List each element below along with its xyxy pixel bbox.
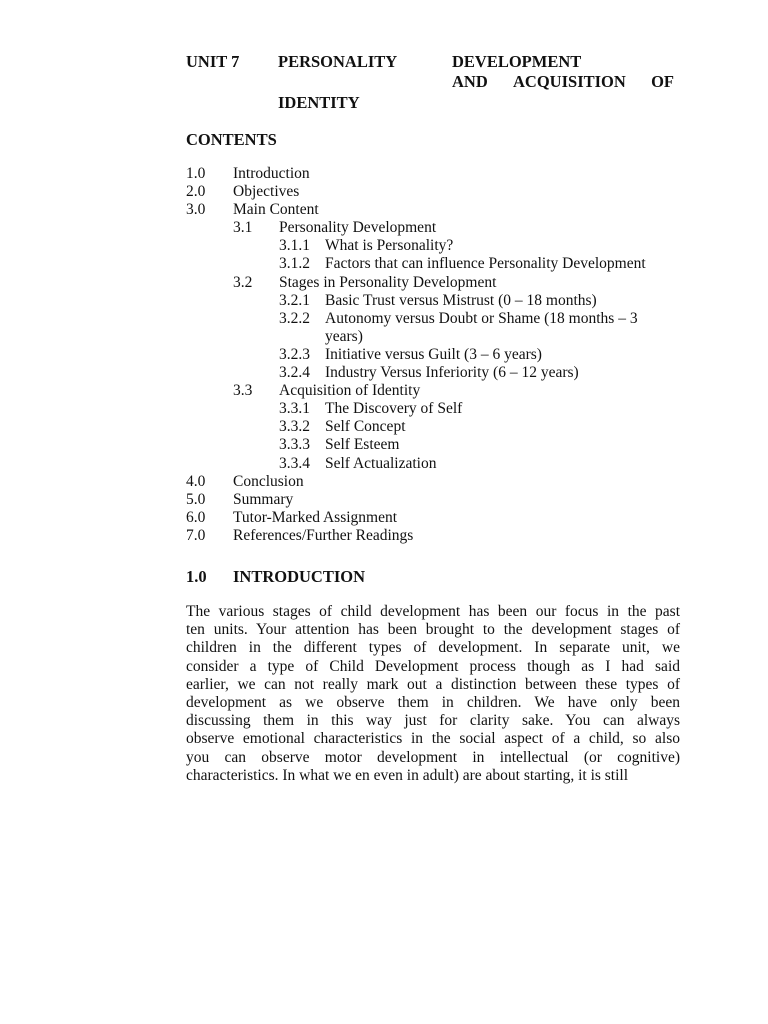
toc-item-number: 3.3.3 (279, 436, 310, 454)
toc-item-label: Objectives (233, 183, 300, 201)
toc-item-number: 3.2.4 (279, 364, 310, 382)
toc-item-label: Industry Versus Inferiority (6 – 12 years) (325, 364, 579, 382)
toc-item-label: Main Content (233, 201, 319, 219)
paragraph-line: observe emotional characteristics in the social aspect of a child, so also (186, 730, 680, 748)
toc-item-label: Tutor-Marked Assignment (233, 508, 398, 526)
paragraph-line: consider a type of Child Development process though as I had said (186, 657, 680, 675)
toc-item (186, 509, 686, 527)
toc-item-label: Personality Development (279, 219, 437, 237)
toc-item-label: Self Esteem (325, 436, 400, 454)
section-number: 1.0 (186, 567, 207, 586)
toc-item (186, 527, 686, 545)
toc-item-number: 1.0 (186, 165, 206, 182)
toc-item-number: 3.1 (233, 219, 253, 237)
paragraph-line: you can observe motor development in intellectual (or cognitive) (186, 748, 680, 766)
toc-item-number: 3.2.2 (279, 309, 310, 327)
toc-item-number: 6.0 (186, 508, 206, 526)
table-of-contents (186, 165, 686, 545)
unit-title-part1: PERSONALITY (278, 52, 398, 71)
unit-title-line3: IDENTITY (278, 93, 360, 112)
toc-item (186, 436, 686, 454)
toc-item-label: Self Concept (325, 418, 406, 436)
toc-item-label: Introduction (233, 165, 310, 182)
contents-heading: CONTENTS (186, 130, 277, 149)
toc-item-number: 4.0 (186, 472, 206, 490)
toc-item (186, 310, 686, 346)
introduction-paragraph (186, 603, 680, 785)
toc-item-label: Stages in Personality Development (279, 273, 497, 291)
toc-item-number: 3.3 (233, 382, 253, 400)
toc-item-label: Summary (233, 490, 294, 508)
toc-item-label: Initiative versus Guilt (3 – 6 years) (325, 345, 542, 363)
unit-title-line2 (452, 72, 674, 92)
toc-item (186, 346, 686, 364)
toc-item-label: Self Actualization (325, 454, 437, 472)
unit-title-word: AND (452, 72, 488, 91)
toc-item-number: 3.3.2 (279, 418, 310, 436)
toc-item (186, 165, 686, 183)
toc-item (186, 382, 686, 400)
paragraph-line: earlier, we can not really mark out a distinction between these types of (186, 675, 680, 693)
toc-item-label: Autonomy versus Doubt or Shame (18 months – 3 years) (325, 309, 638, 345)
toc-item (186, 292, 686, 310)
toc-item (186, 201, 686, 219)
paragraph-line: children in the different types of development. In separate unit, we (186, 639, 680, 657)
toc-item-number: 3.1.1 (279, 237, 310, 255)
paragraph-line: ten units. Your attention has been brought to the development stages of (186, 621, 680, 639)
toc-item-number: 3.2.1 (279, 291, 310, 309)
toc-item (186, 219, 686, 237)
toc-item-number: 5.0 (186, 490, 206, 508)
paragraph-line: discussing them in this way just for clarity sake. You can always (186, 712, 680, 730)
unit-title-word: ACQUISITION (513, 72, 626, 91)
toc-item-label: What is Personality? (325, 237, 454, 255)
toc-item (186, 455, 686, 473)
paragraph-line: development as we observe them in children. We have only been (186, 693, 680, 711)
toc-item-label: Conclusion (233, 472, 304, 490)
toc-item-label: Basic Trust versus Mistrust (0 – 18 months) (325, 291, 597, 309)
toc-item-number: 7.0 (186, 526, 206, 544)
toc-item-label: Acquisition of Identity (279, 382, 421, 400)
toc-item (186, 473, 686, 491)
section-title: INTRODUCTION (233, 567, 366, 586)
toc-item-number: 3.1.2 (279, 255, 310, 273)
unit-title-part2: DEVELOPMENT (452, 52, 582, 71)
toc-item-label: Factors that can influence Personality Development (325, 255, 646, 273)
toc-item-label: The Discovery of Self (325, 400, 463, 418)
paragraph-line: characteristics. In what we en even in adult) are about starting, it is still (186, 766, 629, 784)
toc-item (186, 491, 686, 509)
toc-item (186, 418, 686, 436)
toc-item-number: 3.3.4 (279, 454, 310, 472)
toc-item-number: 3.3.1 (279, 400, 310, 418)
toc-item (186, 255, 686, 273)
toc-item (186, 183, 686, 201)
toc-item-number: 3.2.3 (279, 345, 310, 363)
unit-title-word: OF (651, 72, 674, 91)
toc-item (186, 237, 686, 255)
toc-item-number: 2.0 (186, 183, 206, 201)
unit-number: UNIT 7 (186, 52, 240, 71)
toc-item-label: References/Further Readings (233, 526, 414, 544)
toc-item-number: 3.0 (186, 201, 206, 219)
toc-item-number: 3.2 (233, 273, 253, 291)
paragraph-line: The various stages of child development has been our focus in the past (186, 603, 680, 620)
toc-item (186, 364, 686, 382)
toc-item (186, 400, 686, 418)
toc-item (186, 274, 686, 292)
